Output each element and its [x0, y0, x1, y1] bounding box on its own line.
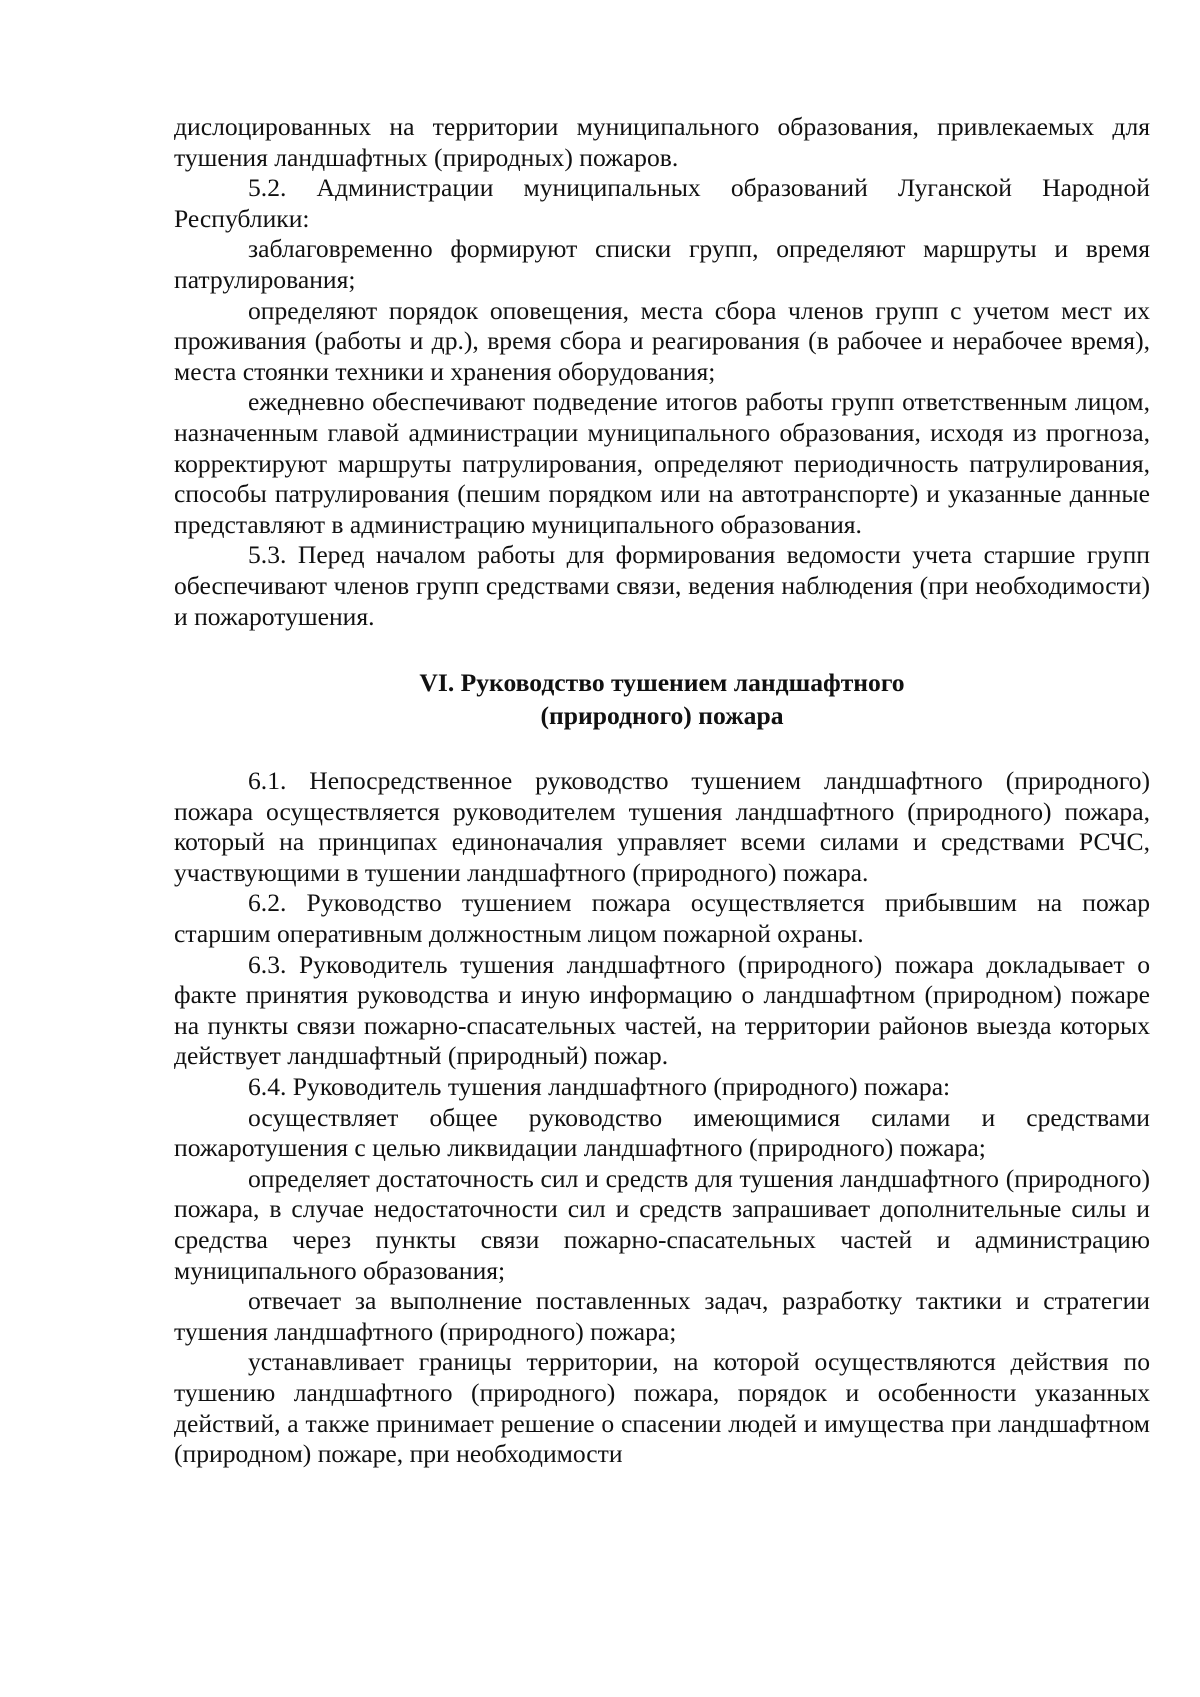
- paragraph-continuation: дислоцированных на территории муниципального образования, привлекаемых для тушения ландшафтных (природных) пожаров.: [174, 112, 1150, 172]
- paragraph-6-4: 6.4. Руководитель тушения ландшафтного (природного) пожара:: [248, 1072, 951, 1102]
- heading-spacer: [174, 732, 1150, 766]
- paragraph-6-4-item-3: отвечает за выполнение поставленных задач, разработку тактики и стратегии тушения ландшафтного (природного) пожара;: [174, 1286, 1150, 1346]
- paragraph-5-2: 5.2. Администрации муниципальных образований Луганской Народной Республики:: [174, 173, 1150, 233]
- paragraph-5-2-item-1: заблаговременно формируют списки групп, определяют маршруты и время патрулирования;: [174, 234, 1150, 294]
- paragraph-6-2: 6.2. Руководство тушением пожара осуществляется прибывшим на пожар старшим оперативным должностным лицом пожарной охраны.: [174, 888, 1150, 949]
- section-6-heading-line-1: VI. Руководство тушением ландшафтного: [419, 668, 905, 698]
- paragraph-6-4-item-1: осуществляет общее руководство имеющимися силами и средствами пожаротушения с целью ликвидации ландшафтного (природного) пожара;: [174, 1102, 1150, 1163]
- section-6-heading: [174, 666, 1150, 732]
- paragraph-5-3: 5.3. Перед началом работы для формирования ведомости учета старшие групп обеспечивают членов групп средствами связи, ведения наблюдения (при необходимости) и пожаротушения.: [174, 540, 1150, 631]
- paragraph-6-4-item-4: устанавливает границы территории, на которой осуществляются действия по тушению ландшафтного (природного) пожара, порядок и особенности указанных действий, а также принимает решение о спасении людей и имущества при ландшафтном (природном) пожаре, при необходимости: [174, 1347, 1150, 1469]
- paragraph-5-2-item-3: ежедневно обеспечивают подведение итогов работы групп ответственным лицом, назначенным главой администрации муниципального образования, исходя из прогноза, корректируют маршруты патрулирования, определяют периодичность патрулирования, способы патрулирования (пешим порядком или на автотранспорте) и указанные данные представляют в администрацию муниципального образования.: [174, 387, 1150, 539]
- section-6-heading-line-2: (природного) пожара: [540, 701, 784, 731]
- paragraph-5-2-item-2: определяют порядок оповещения, места сбора членов групп с учетом мест их проживания (работы и др.), время сбора и реагирования (в рабочее и нерабочее время), места стоянки техники и хранения оборудования;: [174, 295, 1150, 386]
- paragraph-6-1: 6.1. Непосредственное руководство тушением ландшафтного (природного) пожара осуществляется руководителем тушения ландшафтного (природного) пожара, который на принципах единоначалия управляет всеми силами и средствами РСЧС, участвующими в тушении ландшафтного (природного) пожара.: [174, 766, 1150, 887]
- paragraph-6-4-item-2: определяет достаточность сил и средств для тушения ландшафтного (природного) пожара, в случае недостаточности сил и средств запрашивает дополнительные силы и средства через пункты связи пожарно-спасательных частей и администрацию муниципального образования;: [174, 1163, 1150, 1285]
- document-page: [174, 112, 1150, 1470]
- paragraph-6-3: 6.3. Руководитель тушения ландшафтного (природного) пожара докладывает о факте принятия руководства и иную информацию о ландшафтном (природном) пожаре на пункты связи пожарно-спасательных частей, на территории районов выезда которых действует ландшафтный (природный) пожар.: [174, 949, 1150, 1071]
